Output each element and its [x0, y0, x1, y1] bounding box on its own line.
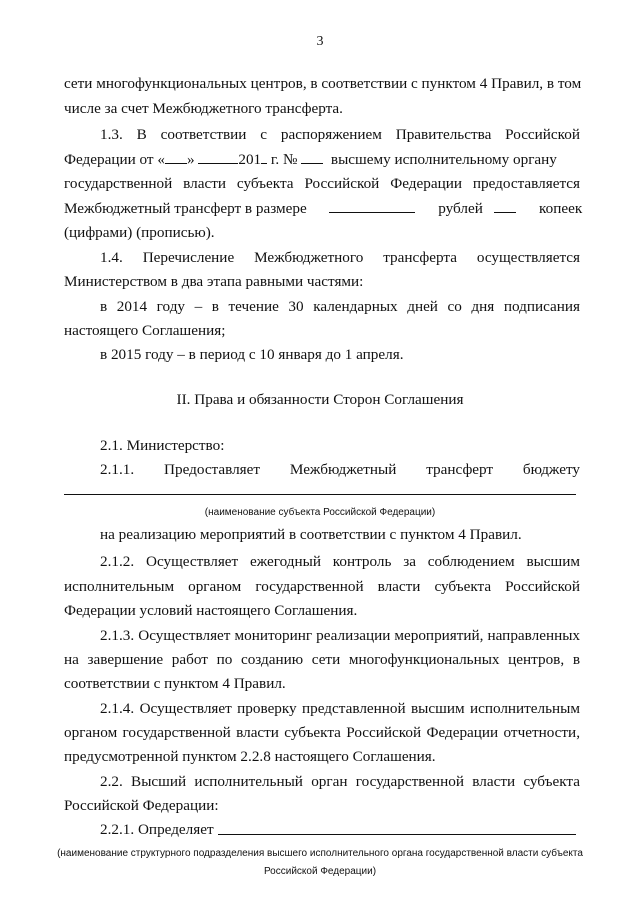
- para-2-1-3-line-3: соответствии с пунктом 4 Правил.: [64, 675, 286, 692]
- para-1-1-line-2: числе за счет Межбюджетного трансферта.: [64, 100, 343, 117]
- rubles-label: рублей: [438, 200, 483, 217]
- para-1-3-date-prefix: Федерации от «: [64, 151, 165, 168]
- para-1-3-number-label: г. №: [267, 151, 298, 168]
- para-1-1-line-1: сети многофункциональных центров, в соответствии с пунктом 4 Правил, в том: [64, 75, 582, 92]
- para-1-3-recipient: высшему исполнительному органу: [330, 151, 557, 168]
- department-caption-line-1: (наименование структурного подразделения высшего исполнительного органа государственной власти субъекта: [57, 848, 583, 859]
- para-2-2-1-line-1: 2.2.1. Определяет: [100, 821, 214, 838]
- rubles-blank: [329, 200, 415, 213]
- para-2-1-4-line-3: предусмотренной пунктом 2.2.8 настоящего Соглашения.: [64, 748, 436, 765]
- subject-name-blank-line: [64, 494, 576, 495]
- section-2-heading: II. Права и обязанности Сторон Соглашения: [176, 391, 464, 408]
- para-2-1: 2.1. Министерство:: [100, 437, 225, 454]
- para-2-1-4-line-2: органом государственной власти субъекта Российской Федерации отчетности,: [64, 724, 580, 741]
- para-2-1-2-line-2: исполнительным органом государственной власти субъекта Российской: [64, 578, 580, 595]
- para-2014-line-2: настоящего Соглашения;: [64, 322, 226, 339]
- para-1-3-amount-label: Межбюджетный трансферт в размере: [64, 200, 307, 217]
- subject-name-caption: (наименование субъекта Российской Федерации): [204, 507, 436, 518]
- para-1-4-line-1: 1.4. Перечисление Межбюджетного трансферта осуществляется: [100, 249, 580, 266]
- para-1-3-year: 201: [238, 151, 262, 168]
- para-1-3-line-2: [64, 151, 580, 169]
- department-caption-line-2: Российской Федерации): [263, 866, 377, 877]
- para-2-1-1-line-1: 2.1.1. Предоставляет Межбюджетный трансферт бюджету: [100, 461, 580, 478]
- para-1-3-line-1: 1.3. В соответствии с распоряжением Правительства Российской: [100, 126, 580, 143]
- month-blank: [198, 151, 238, 164]
- para-2-1-3-line-2: на завершение работ по созданию сети многофункциональных центров, в: [64, 651, 580, 668]
- para-1-3-date-quote: »: [186, 151, 195, 168]
- kopecks-label: копеек: [539, 200, 583, 217]
- para-2-1-2-line-3: Федерации условий настоящего Соглашения.: [64, 602, 358, 619]
- para-1-4-line-2: Министерством в два этапа равными частями:: [64, 273, 364, 290]
- page-number: 3: [316, 34, 324, 49]
- para-2015: в 2015 году – в период с 10 января до 1 апреля.: [100, 346, 404, 363]
- para-1-3-line-4: [64, 200, 583, 218]
- para-2-2-line-2: Российской Федерации:: [64, 797, 219, 814]
- para-2-1-2-line-1: 2.1.2. Осуществляет ежегодный контроль за соблюдением высшим: [100, 553, 580, 570]
- para-2014-line-1: в 2014 году – в течение 30 календарных дней со дня подписания: [100, 298, 580, 315]
- para-2-2-line-1: 2.2. Высший исполнительный орган государственной власти субъекта: [100, 773, 580, 790]
- kopecks-blank: [494, 200, 516, 213]
- day-blank: [165, 151, 187, 164]
- number-blank: [301, 151, 323, 164]
- para-2-1-1-line-2: на реализацию мероприятий в соответствии с пунктом 4 Правил.: [100, 526, 522, 543]
- para-1-3-line-3: государственной власти субъекта Российской Федерации предоставляется: [64, 175, 580, 192]
- para-2-1-3-line-1: 2.1.3. Осуществляет мониторинг реализации мероприятий, направленных: [100, 627, 580, 644]
- department-name-blank-line: [218, 834, 576, 835]
- para-1-3-line-5: (цифрами) (прописью).: [64, 224, 215, 241]
- para-2-1-4-line-1: 2.1.4. Осуществляет проверку представленной высшим исполнительным: [100, 700, 580, 717]
